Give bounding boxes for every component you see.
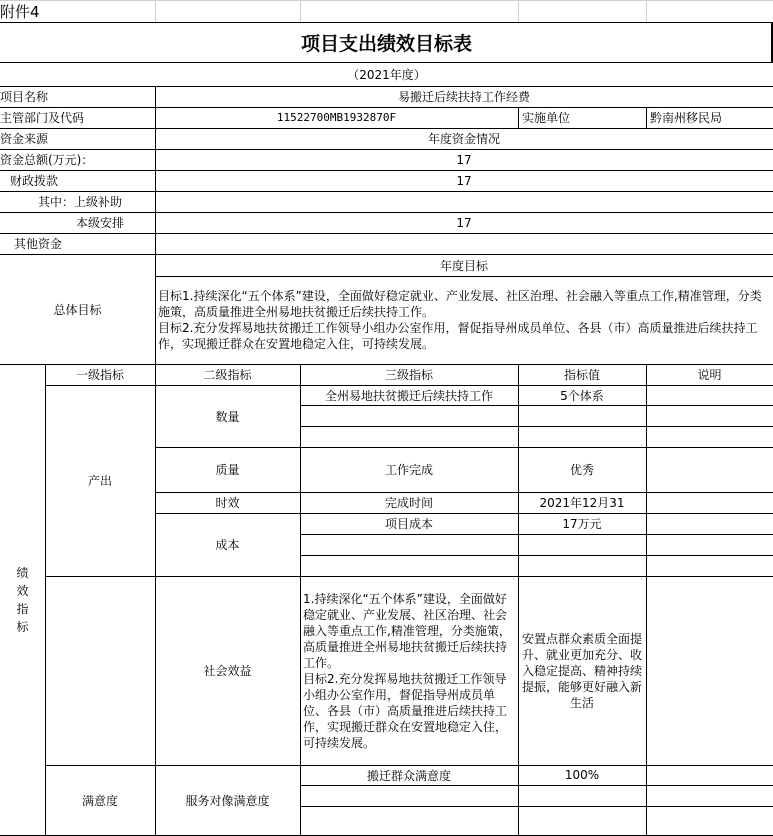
header-note: 说明	[697, 368, 722, 382]
performance-indicator-side	[0, 364, 45, 835]
impl-unit-label: 实施单位	[522, 111, 571, 125]
annual-goal-cell	[158, 276, 772, 364]
attachment-label: 附件4	[0, 2, 40, 21]
total-fund-value: 17	[456, 152, 472, 167]
timeliness-level3: 完成时间	[384, 496, 433, 510]
total-fund-label: 资金总额(万元)：	[0, 153, 94, 167]
fund-source-label: 资金来源	[0, 132, 49, 146]
local-arrange-label: 本级安排	[76, 216, 125, 230]
fiscal-value: 17	[456, 173, 472, 188]
other-fund-label: 其他资金	[14, 237, 63, 251]
social-benefit-label: 社会效益	[203, 664, 252, 678]
quantity-value: 5个体系	[560, 388, 604, 403]
annual-goal-text: 目标1.持续深化“五个体系”建设，全面做好稳定就业、产业发展、社区治理、社会融入等重点工作,精准管理，分类施策，高质量推进全州易地扶贫搬迁后续扶持工作。 目标2.充分发挥易地扶贫搬迁工作领导小组办公室作用，督促指导州成员单位、各县（市）高质量推进后续扶持工作，实现搬迁群众在安置地稳定入住，可持续发展。	[158, 289, 762, 351]
cost-value: 17万元	[562, 517, 602, 531]
cost-level3: 项目成本	[384, 517, 433, 531]
header-value: 指标值	[563, 368, 600, 382]
social-benefit-value: 安置点群众素质全面提升、就业更加充分、收入稳定提高、精神持续提振，能够更好融入新生活	[521, 631, 642, 710]
cost-label: 成本	[215, 538, 240, 552]
side-label: 绩 效 指 标	[16, 565, 29, 634]
service-level3: 搬迁群众满意度	[366, 768, 451, 783]
quality-value: 优秀	[569, 463, 594, 477]
project-name-value: 易搬迁后续扶持工作经费	[397, 90, 530, 104]
quality-label: 质量	[215, 463, 240, 477]
annual-fund-label: 年度资金情况	[427, 132, 500, 146]
local-arrange-value: 17	[456, 215, 472, 230]
upper-subsidy-label: 其中：上级补助	[38, 195, 123, 209]
header-level3: 三级指标	[384, 368, 433, 382]
header-level2: 二级指标	[203, 368, 252, 382]
output-label: 产出	[87, 474, 112, 488]
service-value: 100%	[564, 768, 600, 782]
year-label: （2021年度）	[347, 67, 426, 82]
social-benefit-value-cell	[520, 576, 644, 765]
timeliness-value: 2021年12月31	[539, 496, 625, 510]
social-benefit-cell	[303, 576, 516, 765]
project-name-label: 项目名称	[0, 90, 49, 104]
service-satisfaction-label: 服务对像满意度	[185, 793, 270, 808]
fiscal-label: 财政拨款	[10, 174, 59, 188]
overall-goal-label: 总体目标	[53, 302, 102, 317]
impl-unit-value: 黔南州移民局	[650, 111, 723, 125]
annual-goal-label: 年度目标	[439, 258, 488, 273]
quantity-level3: 全州易地扶贫搬迁后续扶持工作	[324, 388, 493, 403]
timeliness-label: 时效	[215, 496, 240, 510]
header-level1: 一级指标	[75, 368, 124, 382]
social-benefit-level3: 1.持续深化“五个体系”建设，全面做好稳定就业、产业发展、社区治理、社会融入等重点工作,精准管理，分类施策，高质量推进全州易地扶贫搬迁后续扶持工作。 目标2.充分发挥易地扶贫搬迁工作领导小组办公室作用，督促指导州成员单位、各县（市）高质量推进后续扶持工作，实现搬迁群众在安置地稳定入住，可持续发展。	[303, 591, 511, 750]
page-title: 项目支出绩效目标表	[300, 32, 472, 55]
dept-label: 主管部门及代码	[0, 111, 85, 125]
quantity-label: 数量	[215, 409, 240, 424]
dept-code: 11522700MB1932870F	[276, 111, 397, 124]
quality-level3: 工作完成	[384, 463, 433, 477]
satisfaction-label: 满意度	[81, 793, 118, 808]
